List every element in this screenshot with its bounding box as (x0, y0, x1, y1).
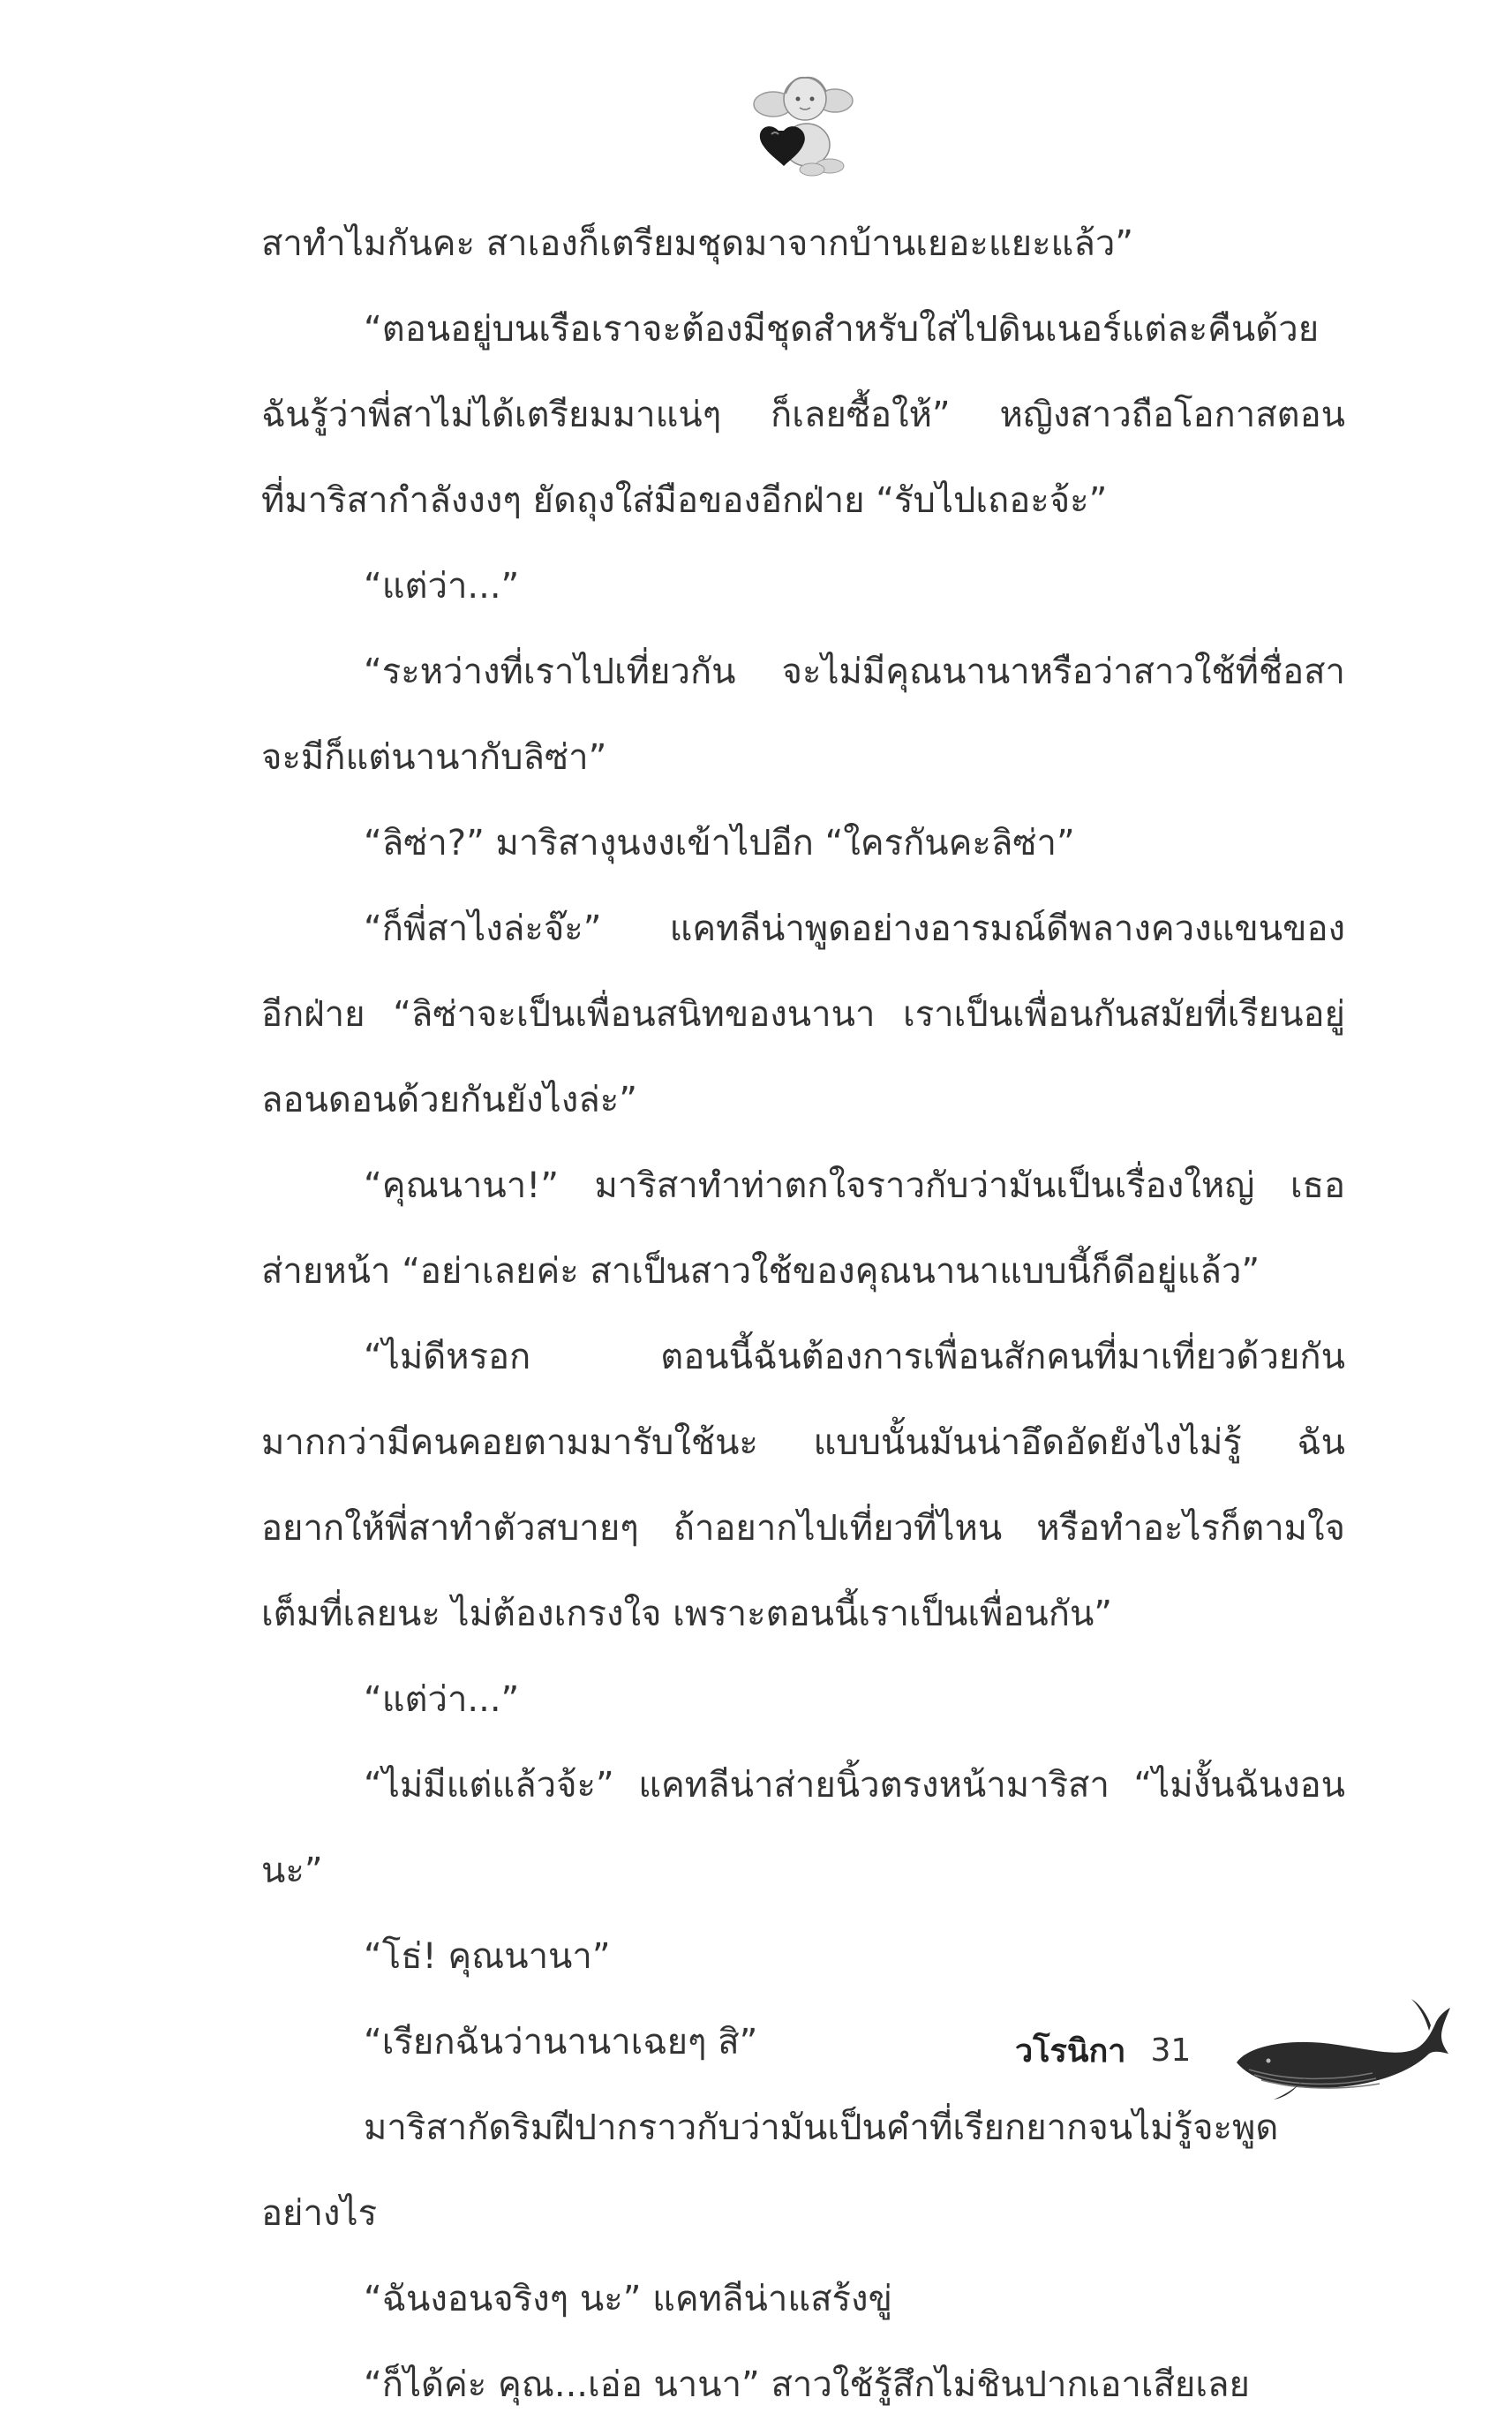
text-line: “ฉันงอนจริงๆ นะ” แคทลีน่าแสร้งขู่ (364, 2279, 892, 2319)
whale-icon (1231, 1995, 1452, 2101)
text-line: “ไม่มีแต่แล้วจ้ะ” แคทลีน่าส่ายนิ้วตรงหน้ามาริสา “ไม่งั้นฉันงอน (364, 1765, 1345, 1806)
page-footer (1015, 2024, 1191, 2077)
text-line: “คุณนานา!” มาริสาทำท่าตกใจราวกับว่ามันเป็นเรื่องใหญ่ เธอ (364, 1165, 1345, 1206)
book-title: วโรนิกา (1015, 2032, 1126, 2070)
text-line: สาทำไมกันคะ สาเองก็เตรียมชุดมาจากบ้านเยอะแยะแล้ว” (261, 223, 1134, 264)
text-line: “ลิซ่า?” มาริสางุนงงเข้าไปอีก “ใครกันคะลิซ่า” (364, 823, 1075, 863)
cherub-with-heart-icon (748, 69, 858, 178)
text-line: ส่ายหน้า “อย่าเลยค่ะ สาเป็นสาวใช้ของคุณนานาแบบนี้ก็ดีอยู่แล้ว” (261, 1251, 1260, 1292)
text-line: ที่มาริสากำลังงงๆ ยัดถุงใส่มือของอีกฝ่าย “รับไปเถอะจ้ะ” (261, 480, 1108, 521)
text-line: อย่างไร (261, 2193, 378, 2234)
text-line: มากกว่ามีคนคอยตามมารับใช้นะ แบบนั้นมันน่าอึดอัดยังไงไม่รู้ ฉัน (261, 1422, 1345, 1463)
text-line: “ตอนอยู่บนเรือเราจะต้องมีชุดสำหรับใส่ไปดินเนอร์แต่ละคืนด้วย (364, 309, 1320, 350)
text-line: “ไม่ดีหรอก ตอนนี้ฉันต้องการเพื่อนสักคนที่มาเที่ยวด้วยกัน (364, 1337, 1345, 1377)
body-text (261, 201, 1345, 2428)
text-line: “ก็พี่สาไงล่ะจ๊ะ” แคทลีน่าพูดอย่างอารมณ์ดีพลางควงแขนของ (364, 909, 1345, 949)
text-line: “แต่ว่า...” (364, 1679, 520, 1720)
text-line: นะ” (261, 1851, 323, 1891)
text-line: อีกฝ่าย “ลิซ่าจะเป็นเพื่อนสนิทของนานา เราเป็นเพื่อนกันสมัยที่เรียนอยู่ (261, 994, 1345, 1035)
text-line: เต็มที่เลยนะ ไม่ต้องเกรงใจ เพราะตอนนี้เราเป็นเพื่อนกัน” (261, 1594, 1113, 1634)
text-line: มาริสากัดริมฝีปากราวกับว่ามันเป็นคำที่เรียกยากจนไม่รู้จะพูด (364, 2108, 1279, 2148)
text-line: “แต่ว่า...” (364, 566, 520, 607)
text-line: “เรียกฉันว่านานาเฉยๆ สิ” (364, 2022, 758, 2062)
text-line: จะมีก็แต่นานากับลิซ่า” (261, 737, 607, 778)
text-line: ฉันรู้ว่าพี่สาไม่ได้เตรียมมาแน่ๆ ก็เลยซื้อให้” หญิงสาวถือโอกาสตอน (261, 395, 1345, 435)
text-line: ลอนดอนด้วยกันยังไงล่ะ” (261, 1080, 637, 1120)
text-line: “ระหว่างที่เราไปเที่ยวกัน จะไม่มีคุณนานาหรือว่าสาวใช้ที่ชื่อสา (364, 652, 1345, 692)
text-line: “ก็ได้ค่ะ คุณ...เอ่อ นานา” สาวใช้รู้สึกไม่ชินปากเอาเสียเลย (364, 2364, 1250, 2405)
page-number: 31 (1150, 2032, 1192, 2069)
text-line: อยากให้พี่สาทำตัวสบายๆ ถ้าอยากไปเที่ยวที่ไหน หรือทำอะไรก็ตามใจ (261, 1508, 1345, 1549)
text-line: “โธ่! คุณนานา” (364, 1936, 611, 1977)
